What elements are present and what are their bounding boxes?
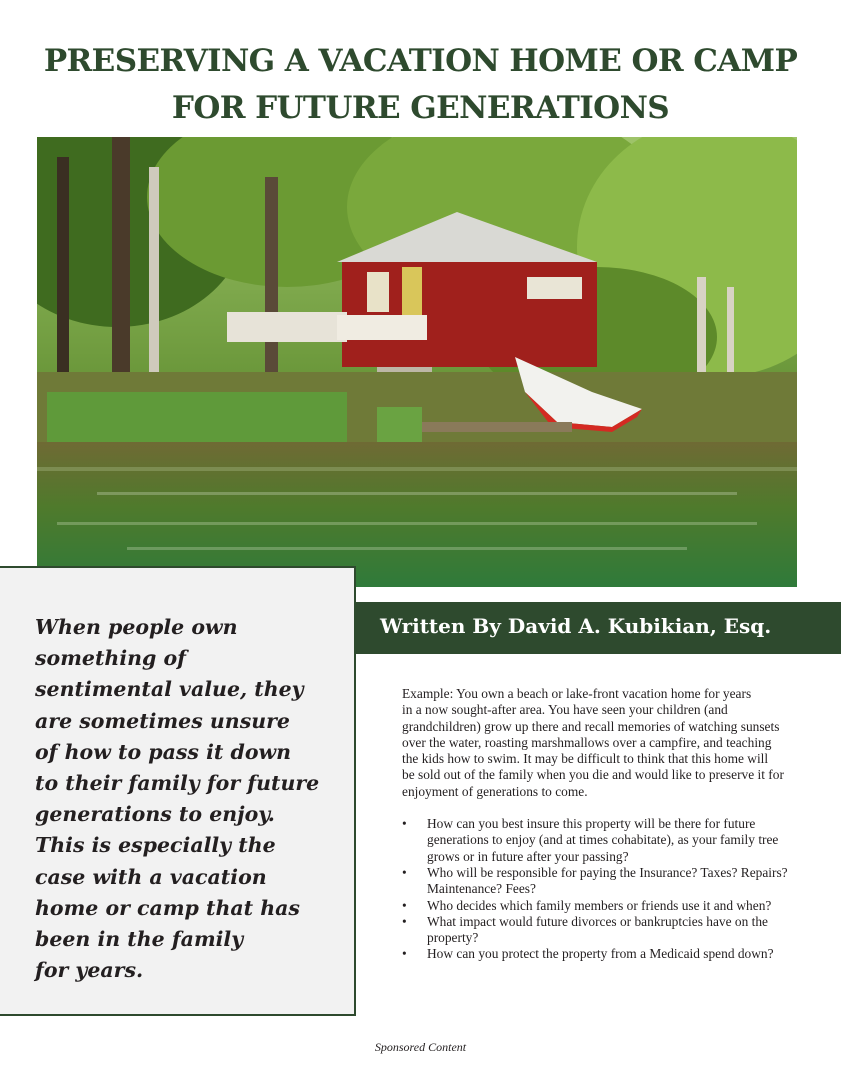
list-item-line: grows or in future after your passing? (427, 848, 629, 864)
list-item-line: Who decides which family members or friends use it and when? (427, 897, 772, 913)
list-item-line: generations to enjoy (and at times cohabitate), as your family tree (427, 832, 779, 848)
list-item (402, 865, 802, 898)
list-item (402, 914, 802, 947)
bullet-icon: • (402, 913, 407, 929)
title-line-2: FOR FUTURE GENERATIONS (171, 90, 670, 126)
pull-quote-line: sentimental value, they (35, 677, 304, 702)
pull-quote (35, 612, 335, 986)
bullet-icon: • (402, 864, 407, 880)
page-title (0, 38, 841, 132)
byline: Written By David A. Kubikian, Esq. (380, 614, 772, 638)
pull-quote-line: something of (35, 646, 186, 671)
list-item (402, 946, 802, 962)
list-item-line: Who will be responsible for paying the Insurance? Taxes? Repairs? (427, 864, 788, 880)
pull-quote-line: This is especially the (35, 833, 276, 858)
pull-quote-line: for years. (35, 958, 144, 983)
pull-quote-box (0, 566, 356, 1016)
list-item (402, 816, 802, 865)
pull-quote-line: home or camp that has (35, 895, 300, 920)
pull-quote-line: generations to enjoy. (35, 802, 275, 827)
title-line-1: PRESERVING A VACATION HOME OR CAMP (43, 43, 798, 79)
list-item-line: Maintenance? Fees? (427, 881, 536, 897)
paragraph-line: enjoyment of generations to come. (402, 783, 588, 799)
pull-quote-line: are sometimes unsure (35, 708, 290, 733)
paragraph-line: Example: You own a beach or lake-front vacation home for years (402, 686, 752, 701)
pull-quote-line: When people own (35, 615, 238, 639)
paragraph-line: in a now sought-after area. You have seen your children (and (402, 702, 728, 718)
lake-cabin-photo (37, 137, 797, 587)
pull-quote-line: of how to pass it down (35, 739, 292, 764)
bullet-icon: • (402, 897, 407, 913)
pull-quote-line: been in the family (35, 927, 244, 952)
list-item-line: property? (427, 930, 479, 946)
paragraph-line: grandchildren) grow up there and recall memories of watching sunsets (402, 718, 780, 734)
question-list (402, 816, 802, 963)
bullet-icon: • (402, 946, 407, 962)
article-body (402, 686, 802, 963)
list-item-line: What impact would future divorces or bankruptcies have on the (427, 913, 768, 929)
list-item (402, 898, 802, 914)
list-item-line: How can you protect the property from a Medicaid spend down? (427, 946, 774, 962)
paragraph-line: be sold out of the family when you die and would like to preserve it for (402, 767, 784, 783)
sponsored-content-label: Sponsored Content (374, 1040, 467, 1054)
paragraph-line: the kids how to swim. It may be difficult to think that this home will (402, 751, 769, 767)
pull-quote-line: to their family for future (35, 771, 320, 796)
byline-bar (356, 602, 841, 654)
bullet-icon: • (402, 816, 407, 832)
example-paragraph (402, 686, 802, 800)
paragraph-line: over the water, roasting marshmallows over a campfire, and teaching (402, 734, 772, 750)
list-item-line: How can you best insure this property will be there for future (427, 816, 756, 832)
pull-quote-line: case with a vacation (35, 864, 267, 889)
